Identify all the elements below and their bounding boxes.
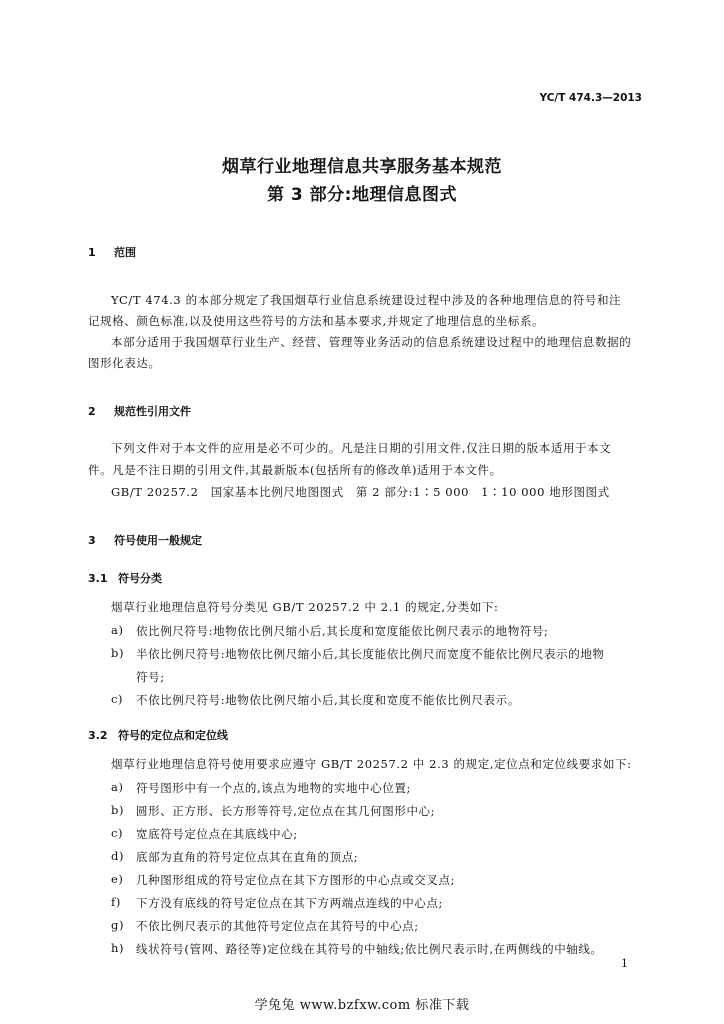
- list-marker: e): [111, 872, 124, 886]
- section-number: 1: [88, 246, 96, 259]
- subsection-3-1-heading: [88, 570, 162, 586]
- list-marker: h): [111, 941, 125, 955]
- list-marker: c): [111, 826, 124, 840]
- list-text: 下方没有底线的符号定位点在其下方两端点连线的中心点;: [136, 896, 443, 910]
- list-text: 依比例尺符号:地物依比例尺缩小后,其长度和宽度能依比例尺表示的地物符号;: [136, 624, 549, 638]
- list-marker: d): [111, 849, 125, 863]
- section-number: 2: [88, 405, 96, 418]
- section-1-heading: [88, 244, 136, 260]
- page-number: 1: [621, 957, 628, 970]
- paragraph-line: 本部分适用于我国烟草行业生产、经营、管理等业务活动的信息系统建设过程中的地理信息数据的: [111, 335, 632, 349]
- list-marker: b): [111, 803, 125, 817]
- section-title: 范围: [114, 246, 136, 259]
- list-text: 宽底符号定位点在其底线中心;: [136, 827, 298, 841]
- document-title: 烟草行业地理信息共享服务基本规范: [222, 157, 502, 177]
- list-text: 底部为直角的符号定位点其在直角的顶点;: [136, 850, 359, 864]
- list-marker: c): [111, 692, 124, 706]
- subsection-title: 符号的定位点和定位线: [118, 729, 228, 742]
- list-text: 符号;: [136, 670, 165, 684]
- list-marker: f): [111, 895, 121, 909]
- paragraph-line: 件。凡是不注日期的引用文件,其最新版本(包括所有的修改单)适用于本文件。: [88, 463, 502, 477]
- paragraph-line: YC/T 474.3 的本部分规定了我国烟草行业信息系统建设过程中涉及的各种地理信息的符号和注: [111, 293, 622, 307]
- paragraph-line: 烟草行业地理信息符号使用要求应遵守 GB/T 20257.2 中 2.3 的规定,定位点和定位线要求如下:: [111, 757, 632, 771]
- list-text: 线状符号(管网、路径等)定位线在其符号的中轴线;依比例尺表示时,在两侧线的中轴线。: [136, 942, 603, 956]
- subsection-title: 符号分类: [118, 572, 162, 585]
- paragraph-line: 烟草行业地理信息符号分类见 GB/T 20257.2 中 2.1 的规定,分类如下:: [111, 600, 499, 614]
- section-title: 符号使用一般规定: [114, 534, 202, 547]
- list-marker: b): [111, 646, 125, 660]
- subsection-number: 3.2: [88, 729, 108, 742]
- subsection-number: 3.1: [88, 572, 108, 585]
- list-text: 半依比例尺符号:地物依比例尺缩小后,其长度能依比例尺而宽度不能依比例尺表示的地物: [136, 647, 605, 661]
- list-text: 符号图形中有一个点的,该点为地物的实地中心位置;: [136, 781, 411, 795]
- section-3-heading: [88, 532, 202, 548]
- footer-watermark: 学兔兔 www.bzfxw.com 标准下载: [254, 998, 470, 1013]
- subsection-3-2-heading: [88, 727, 228, 743]
- standard-code: YC/T 474.3—2013: [539, 92, 642, 104]
- list-marker: g): [111, 918, 125, 932]
- section-title: 规范性引用文件: [114, 405, 191, 418]
- paragraph-line: 下列文件对于本文件的应用是必不可少的。凡是注日期的引用文件,仅注日期的版本适用于本文: [111, 441, 612, 455]
- section-2-heading: [88, 403, 191, 419]
- paragraph-line: 图形化表达。: [88, 356, 161, 370]
- list-text: 几种图形组成的符号定位点在其下方图形的中心点或交叉点;: [136, 873, 456, 887]
- list-marker: a): [111, 623, 124, 637]
- normative-reference: GB/T 20257.2 国家基本比例尺地图图式 第 2 部分:1∶5 000 1∶10 000 地形图图式: [111, 485, 610, 499]
- list-text: 不依比例尺符号:地物依比例尺缩小后,其长度和宽度不能依比例尺表示。: [136, 693, 520, 707]
- list-text: 圆形、正方形、长方形等符号,定位点在其几何图形中心;: [136, 804, 436, 818]
- document-subtitle: 第 3 部分:地理信息图式: [267, 185, 457, 205]
- section-number: 3: [88, 534, 96, 547]
- paragraph-line: 记规格、颜色标准,以及使用这些符号的方法和基本要求,并规定了地理信息的坐标系。: [88, 314, 545, 328]
- list-text: 不依比例尺表示的其他符号定位点在其符号的中心点;: [136, 919, 419, 933]
- list-marker: a): [111, 780, 124, 794]
